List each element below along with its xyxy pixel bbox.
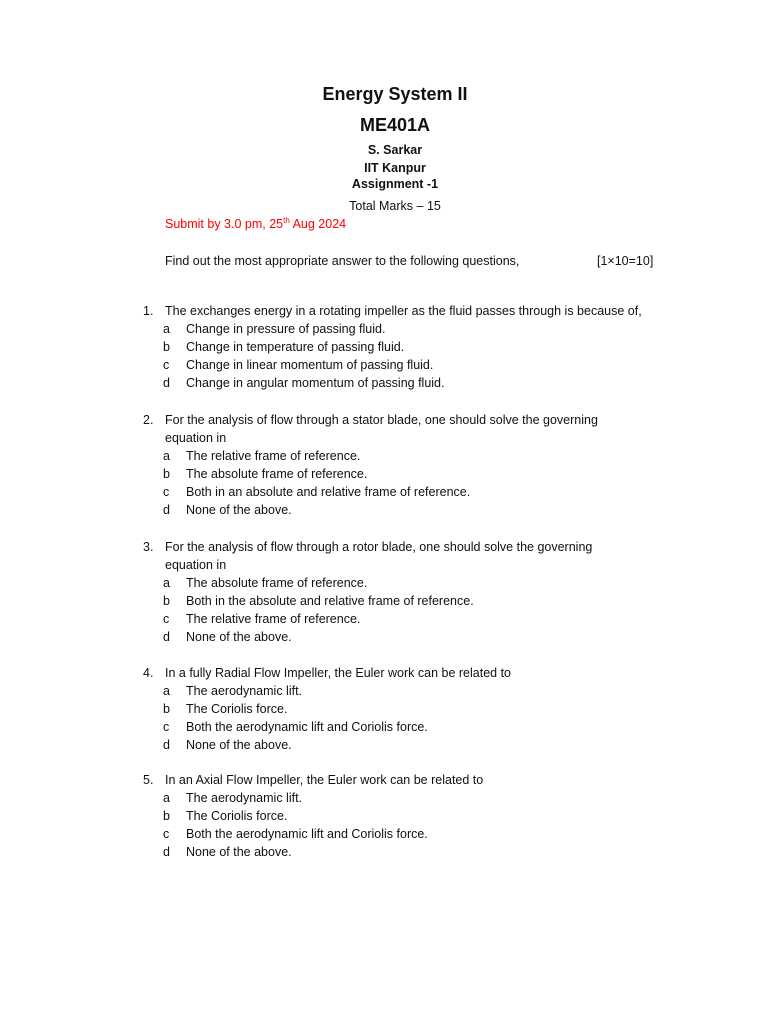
- option-letter: a: [163, 322, 170, 336]
- option-letter: d: [163, 503, 170, 517]
- question-text: The exchanges energy in a rotating impeller as the fluid passes through is because of,: [165, 304, 642, 318]
- answer-option: [0, 592, 768, 610]
- answer-option: [0, 501, 768, 519]
- question-line: [0, 771, 768, 789]
- total-marks: Total Marks – 15: [349, 199, 441, 213]
- option-text: The aerodynamic lift.: [186, 684, 303, 698]
- answer-option: [0, 610, 768, 628]
- option-letter: d: [163, 845, 170, 859]
- question-number: 5.: [143, 773, 154, 787]
- answer-option: [0, 700, 768, 718]
- option-letter: b: [163, 340, 170, 354]
- option-text: Both the aerodynamic lift and Coriolis force.: [186, 827, 428, 841]
- option-letter: a: [163, 576, 170, 590]
- question-item: [0, 771, 768, 861]
- option-letter: d: [163, 376, 170, 390]
- answer-option: [0, 628, 768, 646]
- answer-option: [0, 465, 768, 483]
- option-text: The absolute frame of reference.: [186, 467, 368, 481]
- question-text: equation in: [165, 431, 227, 445]
- answer-option: [0, 718, 768, 736]
- option-text: None of the above.: [186, 630, 292, 644]
- option-text: The Coriolis force.: [186, 702, 288, 716]
- question-line: [0, 556, 768, 574]
- option-letter: b: [163, 467, 170, 481]
- answer-option: [0, 789, 768, 807]
- option-text: Change in pressure of passing fluid.: [186, 322, 386, 336]
- option-text: Both in the absolute and relative frame of reference.: [186, 594, 474, 608]
- option-text: Both the aerodynamic lift and Coriolis force.: [186, 720, 428, 734]
- answer-option: [0, 338, 768, 356]
- option-letter: a: [163, 684, 170, 698]
- option-letter: c: [163, 827, 170, 841]
- option-text: Both in an absolute and relative frame of reference.: [186, 485, 471, 499]
- question-line: [0, 664, 768, 682]
- answer-option: [0, 682, 768, 700]
- question-number: 3.: [143, 540, 154, 554]
- option-text: The relative frame of reference.: [186, 612, 361, 626]
- option-text: Change in temperature of passing fluid.: [186, 340, 405, 354]
- option-letter: b: [163, 702, 170, 716]
- option-letter: b: [163, 809, 170, 823]
- option-letter: c: [163, 720, 170, 734]
- institute-name: IIT Kanpur: [364, 161, 426, 175]
- option-letter: a: [163, 449, 170, 463]
- answer-option: [0, 447, 768, 465]
- option-letter: d: [163, 738, 170, 752]
- assignment-label: Assignment -1: [351, 177, 439, 191]
- option-letter: a: [163, 791, 170, 805]
- option-letter: c: [163, 485, 170, 499]
- option-text: None of the above.: [186, 845, 292, 859]
- document-title: Energy System II: [322, 84, 468, 104]
- option-letter: c: [163, 612, 170, 626]
- option-text: The relative frame of reference.: [186, 449, 361, 463]
- option-text: The aerodynamic lift.: [186, 791, 303, 805]
- question-text: For the analysis of flow through a rotor blade, one should solve the governing: [165, 540, 593, 554]
- submission-deadline-prefix: Submit by 3.0 pm, 25: [165, 217, 284, 231]
- answer-option: [0, 807, 768, 825]
- marks-scheme: [1×10=10]: [597, 254, 654, 268]
- question-number: 4.: [143, 666, 154, 680]
- submission-deadline-suffix: Aug 2024: [289, 217, 347, 231]
- question-number: 1.: [143, 304, 154, 318]
- author-name: S. Sarkar: [367, 143, 423, 157]
- question-line: [0, 538, 768, 556]
- question-text: In an Axial Flow Impeller, the Euler work can be related to: [165, 773, 484, 787]
- course-code: ME401A: [359, 115, 431, 135]
- option-text: None of the above.: [186, 738, 292, 752]
- question-number: 2.: [143, 413, 154, 427]
- answer-option: [0, 825, 768, 843]
- question-item: [0, 538, 768, 646]
- submission-deadline-ordinal: th: [283, 216, 290, 225]
- option-text: Change in angular momentum of passing fluid.: [186, 376, 445, 390]
- option-letter: d: [163, 630, 170, 644]
- answer-option: [0, 574, 768, 592]
- answer-option: [0, 320, 768, 338]
- answer-option: [0, 736, 768, 754]
- answer-option: [0, 374, 768, 392]
- option-text: The absolute frame of reference.: [186, 576, 368, 590]
- answer-option: [0, 356, 768, 374]
- option-letter: c: [163, 358, 170, 372]
- answer-option: [0, 843, 768, 861]
- question-item: [0, 664, 768, 754]
- question-text: equation in: [165, 558, 227, 572]
- question-line: [0, 302, 768, 320]
- instruction-text: Find out the most appropriate answer to the following questions,: [165, 254, 520, 268]
- option-text: Change in linear momentum of passing fluid.: [186, 358, 434, 372]
- question-item: [0, 302, 768, 392]
- question-item: [0, 411, 768, 519]
- question-text: For the analysis of flow through a stator blade, one should solve the governing: [165, 413, 598, 427]
- option-text: None of the above.: [186, 503, 292, 517]
- question-line: [0, 429, 768, 447]
- submission-deadline: [165, 217, 346, 231]
- option-letter: b: [163, 594, 170, 608]
- answer-option: [0, 483, 768, 501]
- option-text: The Coriolis force.: [186, 809, 288, 823]
- question-text: In a fully Radial Flow Impeller, the Euler work can be related to: [165, 666, 512, 680]
- question-line: [0, 411, 768, 429]
